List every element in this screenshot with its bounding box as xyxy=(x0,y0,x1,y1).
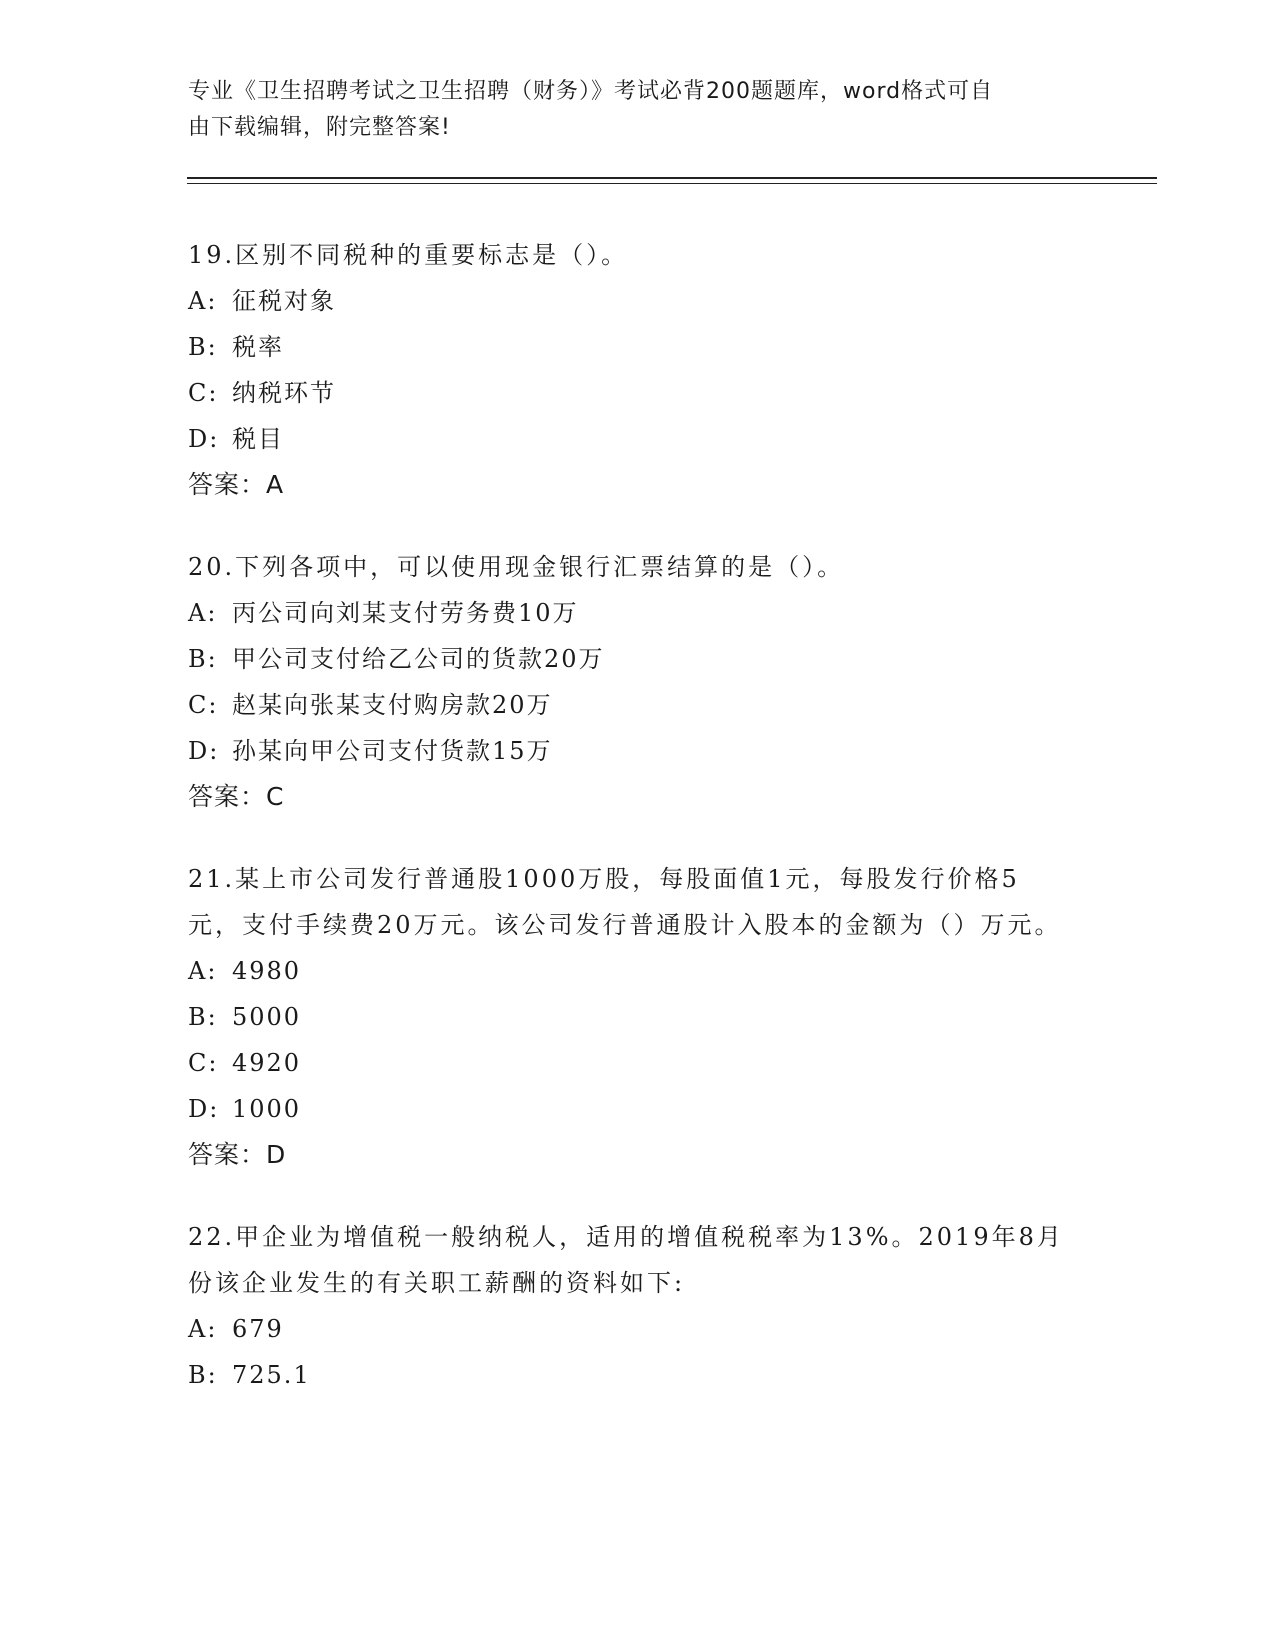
option-text: 孙某向甲公司支付货款15万 xyxy=(232,737,553,765)
option-text: 纳税环节 xyxy=(232,379,336,407)
question-text: 22.甲企业为增值税一般纳税人，适用的增值税税率为13%。2019年8月份该企业发生的有关职工薪酬的资料如下: xyxy=(188,1223,1064,1297)
option-letter: A: xyxy=(188,957,218,985)
option-letter: A: xyxy=(188,599,218,627)
option-text: 赵某向张某支付购房款20万 xyxy=(232,691,553,719)
question-text: 20.下列各项中，可以使用现金银行汇票结算的是（）。 xyxy=(188,553,845,581)
header-line-1: 专业《卫生招聘考试之卫生招聘（财务）》考试必背200题题库，word格式可自 xyxy=(188,79,994,104)
option-b xyxy=(188,324,1068,370)
option-text: 725.1 xyxy=(232,1361,311,1389)
option-letter: B: xyxy=(188,333,218,361)
question-text: 21.某上市公司发行普通股1000万股，每股面值1元，每股发行价格5元，支付手续费20万元。该公司发行普通股计入股本的金额为（）万元。 xyxy=(188,865,1062,939)
option-a xyxy=(188,1306,1068,1352)
header-divider-top xyxy=(187,177,1157,179)
option-text: 丙公司向刘某支付劳务费10万 xyxy=(232,599,579,627)
option-letter: D: xyxy=(188,737,220,765)
option-text: 征税对象 xyxy=(232,287,336,315)
option-text: 税目 xyxy=(232,425,284,453)
option-letter: A: xyxy=(188,287,218,315)
option-a xyxy=(188,278,1068,324)
question-19 xyxy=(188,232,1068,508)
question-22 xyxy=(188,1214,1068,1398)
option-letter: A: xyxy=(188,1315,218,1343)
answer-line: 答案：C xyxy=(188,782,285,811)
option-b xyxy=(188,636,1068,682)
option-c xyxy=(188,682,1068,728)
option-letter: C: xyxy=(188,1049,219,1077)
question-text: 19.区别不同税种的重要标志是（）。 xyxy=(188,241,629,269)
option-b xyxy=(188,994,1068,1040)
header-divider-bottom xyxy=(187,183,1157,184)
option-d xyxy=(188,1086,1068,1132)
option-text: 税率 xyxy=(232,333,284,361)
option-text: 4920 xyxy=(232,1049,302,1077)
question-21 xyxy=(188,856,1068,1178)
answer-line: 答案：D xyxy=(188,1140,287,1169)
option-text: 5000 xyxy=(232,1003,302,1031)
option-letter: D: xyxy=(188,425,220,453)
option-a xyxy=(188,948,1068,994)
answer-line: 答案：A xyxy=(188,470,285,499)
option-c xyxy=(188,370,1068,416)
option-text: 1000 xyxy=(232,1095,302,1123)
option-d xyxy=(188,728,1068,774)
option-c xyxy=(188,1040,1068,1086)
question-20 xyxy=(188,544,1068,820)
option-b xyxy=(188,1352,1068,1398)
option-letter: D: xyxy=(188,1095,220,1123)
option-letter: C: xyxy=(188,691,219,719)
option-text: 4980 xyxy=(232,957,302,985)
option-letter: B: xyxy=(188,1003,218,1031)
option-d xyxy=(188,416,1068,462)
option-text: 679 xyxy=(232,1315,284,1343)
question-list xyxy=(188,232,1068,1434)
option-letter: C: xyxy=(188,379,219,407)
option-text: 甲公司支付给乙公司的货款20万 xyxy=(232,645,605,673)
option-letter: B: xyxy=(188,1361,218,1389)
document-header xyxy=(188,74,1078,146)
header-line-2: 由下载编辑，附完整答案! xyxy=(188,115,451,140)
option-a xyxy=(188,590,1068,636)
option-letter: B: xyxy=(188,645,218,673)
